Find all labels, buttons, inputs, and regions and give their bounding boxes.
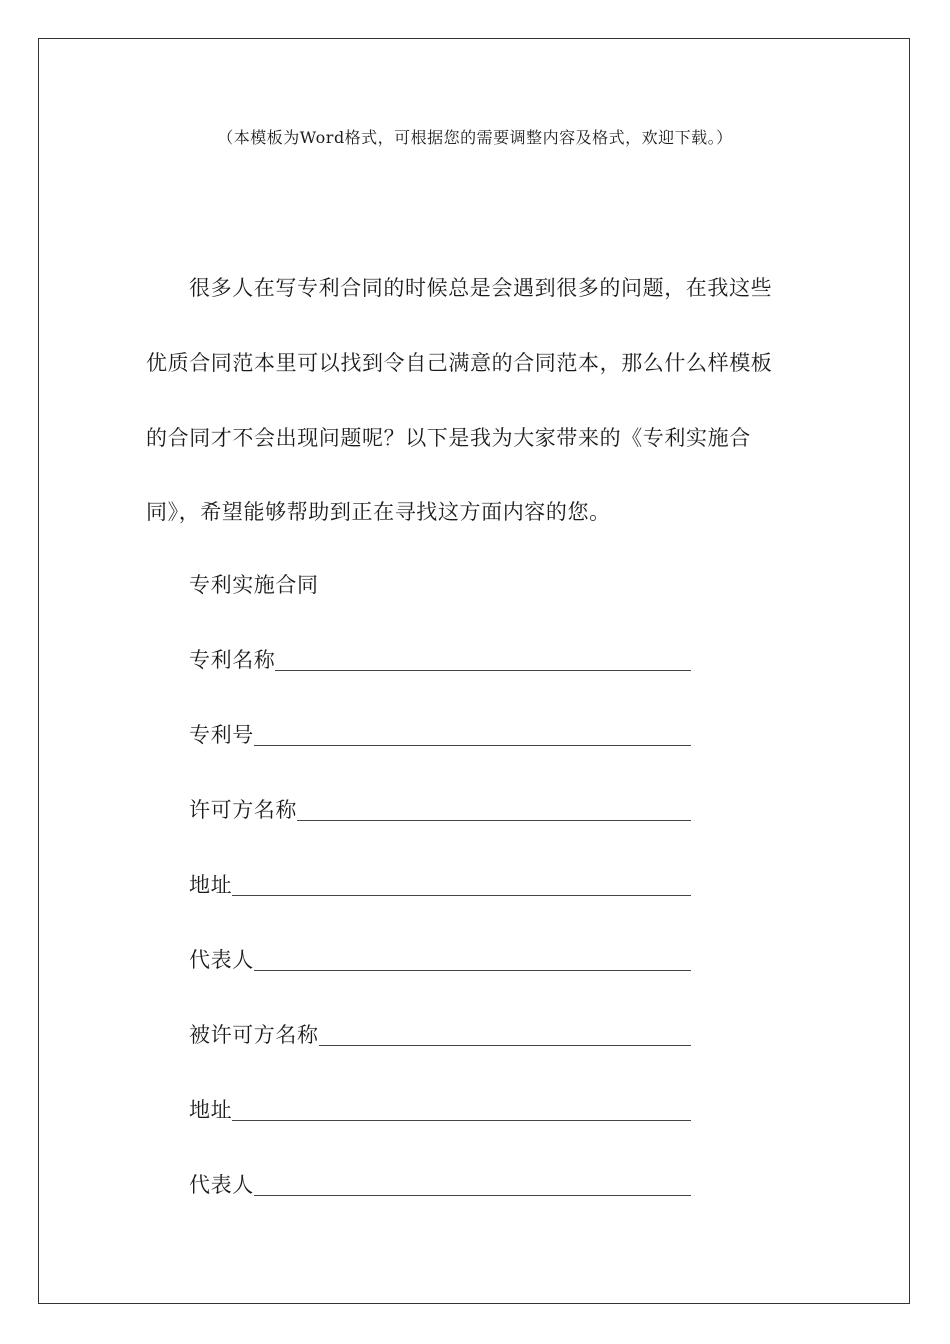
fill-in-blank[interactable] [254,744,691,746]
field-label: 代表人 [189,948,254,972]
field-licensee-representative [189,1170,691,1200]
intro-line-3: 的合同才不会出现问题呢？以下是我为大家带来的《专利实施合 [146,426,751,450]
field-label: 地址 [189,873,233,897]
intro-line-1: 很多人在写专利合同的时候总是会遇到很多的问题，在我这些 [189,276,773,300]
field-label: 专利号 [189,723,254,747]
field-patent-number [189,720,691,750]
field-patent-name [189,645,691,675]
intro-line-4: 同》，希望能够帮助到正在寻找这方面内容的您。 [146,500,611,524]
fill-in-blank[interactable] [254,1194,691,1196]
template-note: （本模板为Word格式，可根据您的需要调整内容及格式，欢迎下载。） [217,128,733,147]
field-licensee-address [189,1095,691,1125]
field-label: 被许可方名称 [189,1023,319,1047]
field-label: 专利名称 [189,648,276,672]
fill-in-blank[interactable] [232,894,691,896]
field-licensor-address [189,870,691,900]
fill-in-blank[interactable] [275,669,691,671]
contract-title: 专利实施合同 [189,573,319,597]
intro-line-2: 优质合同范本里可以找到令自己满意的合同范本，那么什么样模板 [146,351,773,375]
field-licensee-name [189,1020,691,1050]
fill-in-blank[interactable] [297,819,691,821]
field-label: 许可方名称 [189,798,297,822]
field-label: 地址 [189,1098,233,1122]
field-licensor-representative [189,945,691,975]
fill-in-blank[interactable] [319,1044,691,1046]
field-licensor-name [189,795,691,825]
fill-in-blank[interactable] [232,1119,691,1121]
field-label: 代表人 [189,1173,254,1197]
fill-in-blank[interactable] [254,969,691,971]
